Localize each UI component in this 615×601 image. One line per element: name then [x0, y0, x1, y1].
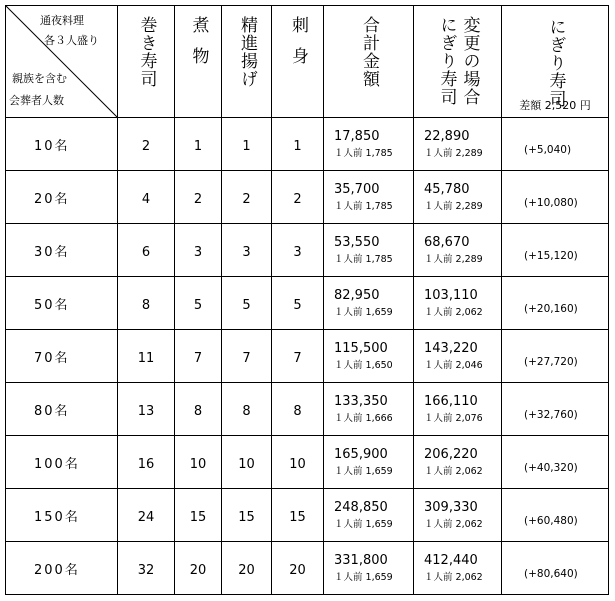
col-header-total: 合計金額: [324, 6, 414, 118]
difference-cell: [502, 383, 609, 436]
nimono-qty: [175, 277, 222, 330]
cell-value-people: 20名: [34, 191, 70, 207]
total-amount-cell: [324, 224, 414, 277]
cell-value-maki: 24: [137, 509, 155, 525]
total-amount: 133,350: [334, 393, 388, 409]
cell-value-sashimi: 2: [293, 191, 302, 207]
difference-amount: (+10,080): [524, 197, 578, 209]
cell-value-shojin: 20: [238, 562, 255, 578]
nimono-qty: [175, 118, 222, 171]
nigiri-amount-cell: [414, 224, 502, 277]
nigiri-amount-cell: [414, 436, 502, 489]
total-per-person: １人前 1,785: [334, 200, 393, 212]
cell-value-shojin: 15: [238, 509, 255, 525]
nigiri-amount-cell: [414, 118, 502, 171]
shojin-age-qty: [222, 277, 272, 330]
nigiri-per-person: １人前 2,062: [424, 571, 483, 583]
cell-value-nimono: 10: [189, 456, 207, 472]
cell-value-people: 50名: [34, 297, 70, 313]
cell-value-people: 150名: [34, 509, 80, 525]
cell-value-nimono: 3: [193, 244, 203, 260]
total-amount-cell: [324, 330, 414, 383]
cell-value-shojin: 3: [242, 244, 251, 260]
cell-value-people: 80名: [34, 403, 70, 419]
cell-value-sashimi: 3: [293, 244, 302, 260]
cell-value-sashimi: 10: [289, 456, 306, 472]
shojin-age-qty: [222, 542, 272, 595]
cell-value-people: 10名: [34, 138, 70, 154]
table-row: [6, 171, 609, 224]
nimono-qty: [175, 383, 222, 436]
cell-value-sashimi: 7: [293, 350, 302, 366]
cell-value-people: 70名: [34, 350, 70, 366]
nigiri-per-person: １人前 2,062: [424, 306, 483, 318]
difference-cell: [502, 489, 609, 542]
attendee-count: [6, 118, 118, 171]
nigiri-amount: 166,110: [424, 393, 478, 409]
total-amount-cell: [324, 542, 414, 595]
cell-value-shojin: 1: [242, 138, 251, 154]
cell-value-maki: 13: [137, 403, 155, 419]
table-row: [6, 489, 609, 542]
cell-value-sashimi: 20: [289, 562, 306, 578]
total-per-person: １人前 1,666: [334, 412, 393, 424]
attendee-count: [6, 171, 118, 224]
col-header-difference: [502, 6, 609, 118]
nigiri-amount: 412,440: [424, 552, 478, 568]
nigiri-amount-cell: [414, 542, 502, 595]
makizushi-qty: [118, 330, 175, 383]
price-table-body: [6, 118, 609, 595]
nigiri-amount: 309,330: [424, 499, 478, 515]
total-amount: 17,850: [334, 128, 380, 144]
table-row: [6, 224, 609, 277]
nigiri-per-person: １人前 2,289: [424, 253, 483, 265]
nigiri-per-person: １人前 2,289: [424, 147, 483, 159]
col-header-nigiri-change-line2: にぎり寿司: [436, 16, 457, 106]
cell-value-nimono: 2: [193, 191, 203, 207]
cell-value-sashimi: 8: [293, 403, 302, 419]
total-per-person: １人前 1,785: [334, 253, 393, 265]
shojin-age-qty: [222, 171, 272, 224]
sashimi-qty: [272, 383, 324, 436]
table-row: [6, 436, 609, 489]
shojin-age-qty: [222, 383, 272, 436]
col-header-sashimi: 刺身: [272, 6, 324, 118]
nigiri-per-person: １人前 2,289: [424, 200, 483, 212]
cell-value-shojin: 7: [242, 350, 251, 366]
sashimi-qty: [272, 542, 324, 595]
nimono-qty: [175, 171, 222, 224]
total-amount-cell: [324, 118, 414, 171]
cell-value-shojin: 5: [242, 297, 251, 313]
attendee-count: [6, 542, 118, 595]
difference-amount: (+5,040): [524, 144, 572, 156]
nimono-qty: [175, 489, 222, 542]
total-amount: 248,850: [334, 499, 388, 515]
nigiri-amount-cell: [414, 330, 502, 383]
difference-amount: (+60,480): [524, 515, 578, 527]
cell-value-maki: 4: [141, 191, 151, 207]
difference-cell: [502, 118, 609, 171]
difference-amount: (+15,120): [524, 250, 578, 262]
makizushi-qty: [118, 224, 175, 277]
cell-value-maki: 2: [141, 138, 151, 154]
total-amount-cell: [324, 436, 414, 489]
col-header-nigiri-change: [414, 6, 502, 118]
total-amount: 115,500: [334, 340, 388, 356]
makizushi-qty: [118, 489, 175, 542]
nigiri-per-person: １人前 2,076: [424, 412, 483, 424]
attendee-count: [6, 330, 118, 383]
shojin-age-qty: [222, 330, 272, 383]
col-header-nigiri-change-line1: 変更の場合: [459, 16, 480, 106]
attendee-count: [6, 383, 118, 436]
nigiri-amount-cell: [414, 489, 502, 542]
cell-value-nimono: 1: [193, 138, 203, 154]
nigiri-per-person: １人前 2,062: [424, 465, 483, 477]
cell-value-nimono: 5: [193, 297, 203, 313]
makizushi-qty: [118, 436, 175, 489]
cell-value-people: 100名: [34, 456, 80, 472]
nigiri-per-person: １人前 2,046: [424, 359, 483, 371]
shojin-age-qty: [222, 118, 272, 171]
cell-value-maki: 11: [137, 350, 155, 366]
table-row: [6, 542, 609, 595]
difference-cell: [502, 277, 609, 330]
table-row: [6, 383, 609, 436]
difference-cell: [502, 542, 609, 595]
cell-value-nimono: 7: [193, 350, 203, 366]
difference-cell: [502, 171, 609, 224]
total-amount: 331,800: [334, 552, 388, 568]
makizushi-qty: [118, 542, 175, 595]
attendee-count: [6, 277, 118, 330]
corner-label-attendees: 会葬者人数: [9, 94, 64, 107]
shojin-age-qty: [222, 436, 272, 489]
difference-amount: (+20,160): [524, 303, 578, 315]
cell-value-maki: 6: [141, 244, 151, 260]
attendee-count: [6, 489, 118, 542]
nigiri-amount-cell: [414, 383, 502, 436]
nigiri-amount-cell: [414, 277, 502, 330]
table-row: [6, 277, 609, 330]
total-amount-cell: [324, 383, 414, 436]
corner-label-menu: 通夜料理: [40, 14, 84, 27]
sashimi-qty: [272, 171, 324, 224]
cell-value-sashimi: 15: [289, 509, 306, 525]
total-per-person: １人前 1,659: [334, 465, 393, 477]
total-amount: 53,550: [334, 234, 380, 250]
makizushi-qty: [118, 171, 175, 224]
difference-cell: [502, 224, 609, 277]
col-header-makizushi: 巻き寿司: [118, 6, 175, 118]
col-header-difference-note: 差額 2,520 円: [519, 99, 591, 112]
difference-cell: [502, 436, 609, 489]
cell-value-maki: 32: [137, 562, 155, 578]
sashimi-qty: [272, 436, 324, 489]
cell-value-maki: 16: [137, 456, 155, 472]
cell-value-people: 30名: [34, 244, 70, 260]
difference-amount: (+27,720): [524, 356, 578, 368]
cell-value-nimono: 20: [189, 562, 207, 578]
makizushi-qty: [118, 118, 175, 171]
difference-amount: (+80,640): [524, 568, 578, 580]
total-amount: 35,700: [334, 181, 380, 197]
table-row: [6, 118, 609, 171]
total-per-person: １人前 1,785: [334, 147, 393, 159]
nigiri-amount: 206,220: [424, 446, 478, 462]
sashimi-qty: [272, 330, 324, 383]
header-row: [6, 6, 609, 118]
nimono-qty: [175, 436, 222, 489]
total-amount-cell: [324, 171, 414, 224]
attendee-count: [6, 224, 118, 277]
difference-amount: (+32,760): [524, 409, 578, 421]
sashimi-qty: [272, 118, 324, 171]
price-table: [5, 5, 609, 595]
total-per-person: １人前 1,659: [334, 518, 393, 530]
nimono-qty: [175, 542, 222, 595]
cell-value-shojin: 2: [242, 191, 251, 207]
col-header-difference-title: にぎり寿司: [545, 18, 566, 108]
nigiri-per-person: １人前 2,062: [424, 518, 483, 530]
total-per-person: １人前 1,650: [334, 359, 393, 371]
col-header-shojin-age: 精進揚げ: [222, 6, 272, 118]
cell-value-sashimi: 1: [293, 138, 302, 154]
price-table-sheet: [5, 5, 608, 595]
nigiri-amount: 143,220: [424, 340, 478, 356]
cell-value-shojin: 10: [238, 456, 255, 472]
shojin-age-qty: [222, 489, 272, 542]
total-per-person: １人前 1,659: [334, 571, 393, 583]
nimono-qty: [175, 224, 222, 277]
corner-header: [6, 6, 118, 118]
makizushi-qty: [118, 383, 175, 436]
attendee-count: [6, 436, 118, 489]
total-amount: 82,950: [334, 287, 380, 303]
difference-cell: [502, 330, 609, 383]
nimono-qty: [175, 330, 222, 383]
nigiri-amount-cell: [414, 171, 502, 224]
total-amount-cell: [324, 277, 414, 330]
nigiri-amount: 45,780: [424, 181, 470, 197]
cell-value-nimono: 8: [193, 403, 203, 419]
sashimi-qty: [272, 277, 324, 330]
nigiri-amount: 68,670: [424, 234, 470, 250]
total-per-person: １人前 1,659: [334, 306, 393, 318]
cell-value-people: 200名: [34, 562, 80, 578]
makizushi-qty: [118, 277, 175, 330]
corner-label-relatives: 親族を含む: [12, 72, 67, 85]
sashimi-qty: [272, 224, 324, 277]
col-header-nimono: 煮物: [175, 6, 222, 118]
cell-value-shojin: 8: [242, 403, 251, 419]
total-amount: 165,900: [334, 446, 388, 462]
cell-value-maki: 8: [141, 297, 151, 313]
difference-amount: (+40,320): [524, 462, 578, 474]
total-amount-cell: [324, 489, 414, 542]
nigiri-amount: 103,110: [424, 287, 478, 303]
nigiri-amount: 22,890: [424, 128, 470, 144]
table-row: [6, 330, 609, 383]
cell-value-nimono: 15: [189, 509, 207, 525]
corner-label-portion: 各３人盛り: [44, 34, 99, 47]
shojin-age-qty: [222, 224, 272, 277]
cell-value-sashimi: 5: [293, 297, 302, 313]
sashimi-qty: [272, 489, 324, 542]
